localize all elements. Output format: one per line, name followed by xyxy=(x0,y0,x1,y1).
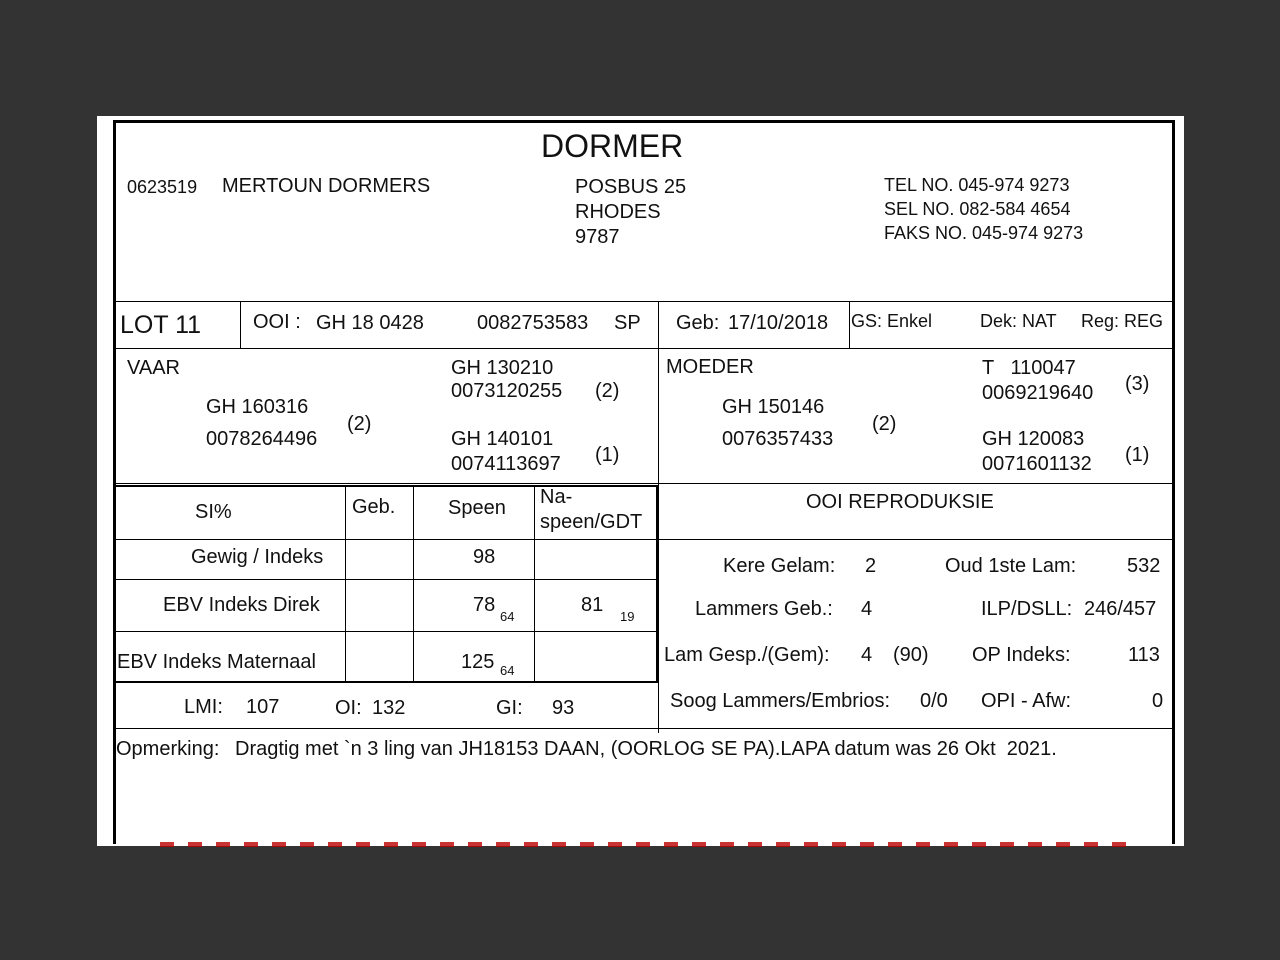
gs-status: GS: Enkel xyxy=(851,311,933,331)
divider xyxy=(116,483,1173,484)
lam-gesp-value: 4 xyxy=(861,644,873,666)
vaar-sire-number: 0073120255 xyxy=(451,380,563,402)
lam-gesp-label: Lam Gesp./(Gem): xyxy=(664,644,830,666)
gi-label: GI: xyxy=(496,697,523,719)
soog-label: Soog Lammers/Embrios: xyxy=(670,690,891,712)
remark-label: Opmerking: xyxy=(116,738,220,760)
row-label: Gewig / Indeks xyxy=(191,546,324,568)
row-speen-value: 78 xyxy=(473,594,496,616)
vaar-number: 0078264496 xyxy=(206,428,318,450)
address-line-3: 9787 xyxy=(575,226,620,248)
gi-value: 93 xyxy=(552,697,575,719)
moeder-id: GH 150146 xyxy=(722,396,825,418)
divider xyxy=(240,301,241,348)
moeder-sire-number: 0069219640 xyxy=(982,382,1094,404)
vaar-label: VAAR xyxy=(127,357,180,379)
remark-text: Dragtig met `n 3 ling van JH18153 DAAN, (OORLOG SE PA).LAPA datum was 26 Okt 2021. xyxy=(235,738,1057,760)
divider xyxy=(658,301,659,733)
divider xyxy=(116,579,659,580)
divider xyxy=(114,485,116,683)
vaar-dam-number: 0074113697 xyxy=(451,453,561,475)
dek-status: Dek: NAT xyxy=(980,311,1057,331)
moeder-sire-id: T 110047 xyxy=(982,357,1076,379)
row-na-sub: 19 xyxy=(620,609,635,624)
row-speen-sub: 64 xyxy=(500,609,515,624)
moeder-label: MOEDER xyxy=(666,356,754,378)
address-line-1: POSBUS 25 xyxy=(575,176,687,198)
geb-header: Geb. xyxy=(352,496,396,518)
oud-1ste-lam-value: 532 xyxy=(1127,555,1161,577)
row-label: EBV Indeks Direk xyxy=(163,594,320,616)
divider xyxy=(849,301,850,348)
lam-gesp-gem-value: (90) xyxy=(893,644,929,666)
moeder-dam-id: GH 120083 xyxy=(982,428,1085,450)
contact-tel: TEL NO. 045-974 9273 xyxy=(884,175,1070,195)
moeder-number: 0076357433 xyxy=(722,428,834,450)
cut-off-footer-text xyxy=(160,842,1140,847)
row-na-value: 81 xyxy=(581,594,604,616)
vaar-dam-id: GH 140101 xyxy=(451,428,554,450)
contact-faks: FAKS NO. 045-974 9273 xyxy=(884,223,1084,243)
divider xyxy=(116,301,1173,302)
birth-date: 17/10/2018 xyxy=(728,312,829,334)
moeder-dam-count: (1) xyxy=(1125,444,1150,466)
lot-number: LOT 11 xyxy=(120,311,202,339)
breeder-name: MERTOUN DORMERS xyxy=(222,175,431,197)
lmi-value: 107 xyxy=(246,696,280,718)
divider xyxy=(116,681,659,683)
vaar-id: GH 160316 xyxy=(206,396,309,418)
birth-label: Geb: xyxy=(676,312,720,334)
row-speen-value: 125 xyxy=(461,651,495,673)
contact-sel: SEL NO. 082-584 4654 xyxy=(884,199,1071,219)
reg-status: Reg: REG xyxy=(1081,311,1164,331)
ooi-class: SP xyxy=(614,312,641,334)
row-speen-sub: 64 xyxy=(500,663,515,678)
opi-afw-label: OPI - Afw: xyxy=(981,690,1072,712)
breed-title: DORMER xyxy=(541,128,684,164)
divider xyxy=(116,539,1173,540)
lmi-label: LMI: xyxy=(184,696,223,718)
ooi-number: 0082753583 xyxy=(477,312,589,334)
reproduction-title: OOI REPRODUKSIE xyxy=(806,491,994,513)
moeder-count: (2) xyxy=(872,413,897,435)
divider xyxy=(413,485,414,682)
row-label: EBV Indeks Maternaal xyxy=(117,651,316,673)
breeder-code: 0623519 xyxy=(127,177,198,197)
divider xyxy=(116,728,1173,729)
kere-gelam-value: 2 xyxy=(865,555,877,577)
op-indeks-label: OP Indeks: xyxy=(972,644,1071,666)
address-line-2: RHODES xyxy=(575,201,661,223)
divider xyxy=(116,348,1173,349)
op-indeks-value: 113 xyxy=(1128,644,1160,666)
divider xyxy=(345,485,346,682)
divider xyxy=(656,485,658,683)
divider xyxy=(116,485,659,487)
si-header: SI% xyxy=(195,501,232,523)
vaar-sire-id: GH 130210 xyxy=(451,357,554,379)
vaar-sire-count: (2) xyxy=(595,380,620,402)
kere-gelam-label: Kere Gelam: xyxy=(723,555,836,577)
lammers-geb-value: 4 xyxy=(861,598,873,620)
opi-afw-value: 0 xyxy=(1152,690,1164,712)
divider xyxy=(116,631,659,632)
soog-value: 0/0 xyxy=(920,690,948,712)
ilp-dsll-value: 246/457 xyxy=(1084,598,1157,620)
row-speen-value: 98 xyxy=(473,546,496,568)
ooi-id: GH 18 0428 xyxy=(316,312,424,334)
lammers-geb-label: Lammers Geb.: xyxy=(695,598,833,620)
na-speen-header-line1: Na- xyxy=(540,486,573,508)
oi-value: 132 xyxy=(372,697,406,719)
speen-header: Speen xyxy=(448,497,506,519)
vaar-dam-count: (1) xyxy=(595,444,620,466)
moeder-dam-number: 0071601132 xyxy=(982,453,1092,475)
oud-1ste-lam-label: Oud 1ste Lam: xyxy=(945,555,1077,577)
na-speen-header-line2: speen/GDT xyxy=(540,511,643,533)
vaar-count: (2) xyxy=(347,413,372,435)
divider xyxy=(534,485,535,682)
oi-label: OI: xyxy=(335,697,362,719)
ilp-dsll-label: ILP/DSLL: xyxy=(981,598,1073,620)
moeder-sire-count: (3) xyxy=(1125,373,1150,395)
ooi-label: OOI : xyxy=(253,311,301,333)
